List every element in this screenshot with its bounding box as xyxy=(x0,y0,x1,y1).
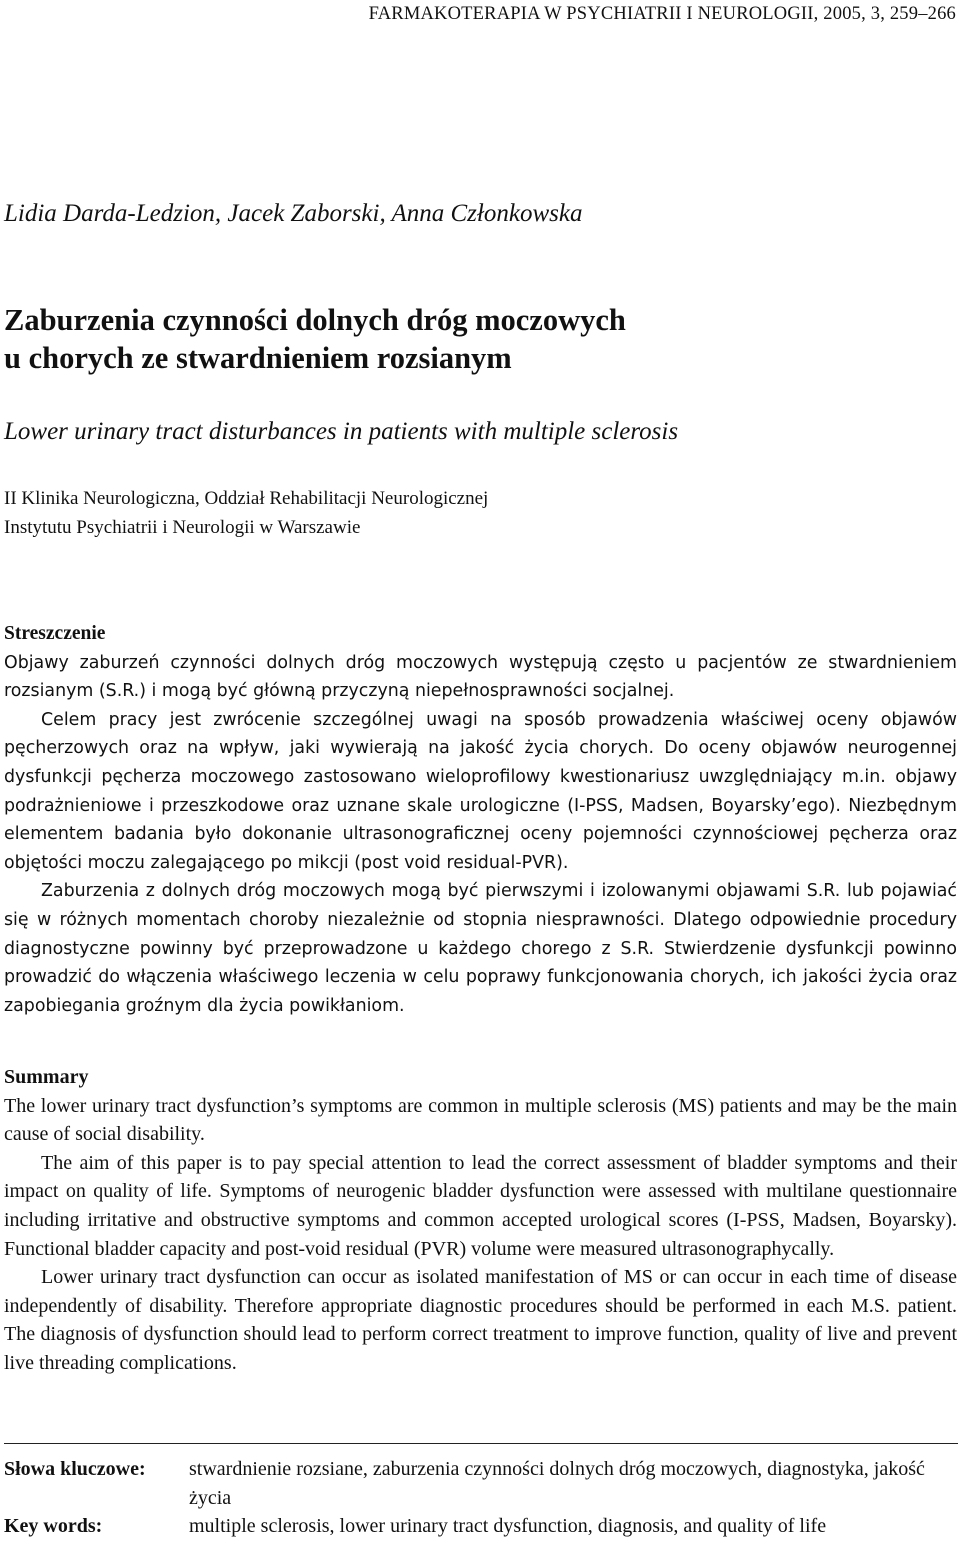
affiliation-line-1: II Klinika Neurologiczna, Oddział Rehabilitacji Neurologicznej xyxy=(4,488,489,509)
title-polish-line-2: u chorych ze stwardnieniem rozsianym xyxy=(4,341,512,375)
keywords-english-text: multiple sclerosis, lower urinary tract dysfunction, diagnosis, and quality of life xyxy=(189,1515,827,1537)
keywords-english-label: Key words: xyxy=(4,1515,103,1537)
abstract-english-paragraph: The aim of this paper is to pay special attention to lead the correct assessment of bladder symptoms and their impact on quality of life. Symptoms of neurogenic bladder dysfunction were assessed with multilane questionnaire including irritative and obstructive symptoms and common accepted urological scores (I-PSS, Madsen, Boyarsky). Functional bladder capacity and post-void residual (PVR) volume were measured ultrasonographycally. xyxy=(4,1151,957,1260)
abstract-english-paragraph: Lower urinary tract dysfunction can occur as isolated manifestation of MS or can occur in each time of disease independently of disability. Therefore appropriate diagnostic procedures should be performed in each M.S. patient. The diagnosis of dysfunction should lead to perform correct treatment to improve function, quality of live and prevent live threading complications. xyxy=(4,1266,957,1374)
authors: Lidia Darda-Ledzion, Jacek Zaborski, Anna Członkowska xyxy=(4,200,583,227)
divider xyxy=(4,1443,958,1444)
title-polish-line-1: Zaburzenia czynności dolnych dróg moczowych xyxy=(4,303,626,337)
abstract-english-heading: Summary xyxy=(4,1066,89,1088)
keywords-block xyxy=(4,1455,958,1541)
affiliation xyxy=(4,484,488,542)
journal-header: FARMAKOTERAPIA W PSYCHIATRII I NEUROLOGII, 2005, 3, 259–266 xyxy=(368,4,956,24)
abstract-polish xyxy=(4,620,957,1020)
abstract-english xyxy=(4,1063,957,1378)
abstract-polish-paragraph: Zaburzenia z dolnych dróg moczowych mogą być pierwszymi i izolowanymi objawami S.R. lub pojawiać się w różnych momentach choroby niezależnie od stopnia niesprawności. Dlatego odpowiednie procedury diagnostyczne powinny być przeprowadzone u każdego chorego z S.R. Stwierdzenie dysfunkcji powinno prowadzić do włączenia właściwego leczenia w celu poprawy funkcjonowania chorych, ich jakości życia oraz zapobiegania groźnym dla życia powikłaniom. xyxy=(4,881,957,1016)
affiliation-line-2: Instytutu Psychiatrii i Neurologii w Warszawie xyxy=(4,517,361,538)
abstract-polish-heading: Streszczenie xyxy=(4,623,106,644)
keywords-polish-text: stwardnienie rozsiane, zaburzenia czynności dolnych dróg moczowych, diagnostyka, jakość życia xyxy=(189,1458,925,1509)
title-english: Lower urinary tract disturbances in patients with multiple sclerosis xyxy=(4,418,679,445)
abstract-english-paragraph: The lower urinary tract dysfunction’s symptoms are common in multiple sclerosis (MS) patients and may be the main cause of social disability. xyxy=(4,1094,957,1146)
abstract-polish-paragraph: Celem pracy jest zwrócenie szczególnej uwagi na sposób prowadzenia właściwej oceny objawów pęcherzowych oraz na wpływ, jaki wywierają na jakość życia chorych. Do oceny objawów neurogennej dysfunkcji pęcherza moczowego zastosowano wieloprofilowy kwestionariusz uwzględniający m.in. objawy podrażnieniowe i przeszkodowe oraz uznane skale urologiczne (I-PSS, Madsen, Boyarsky’ego). Niezbędnym elementem badania było dokonanie ultrasonograficznej oceny pojemności czynnościowej pęcherza oraz objętości moczu zalegającego po mikcji (post void residual-PVR). xyxy=(4,709,957,873)
abstract-polish-paragraph: Objawy zaburzeń czynności dolnych dróg moczowych występują często u pacjentów ze stwardnieniem rozsianym (S.R.) i mogą być główną przyczyną niepełnosprawności socjalnej. xyxy=(4,652,957,702)
keywords-polish-label: Słowa kluczowe: xyxy=(4,1458,146,1480)
keywords-english xyxy=(4,1512,958,1541)
keywords-polish xyxy=(4,1455,958,1512)
title-polish xyxy=(4,301,626,377)
